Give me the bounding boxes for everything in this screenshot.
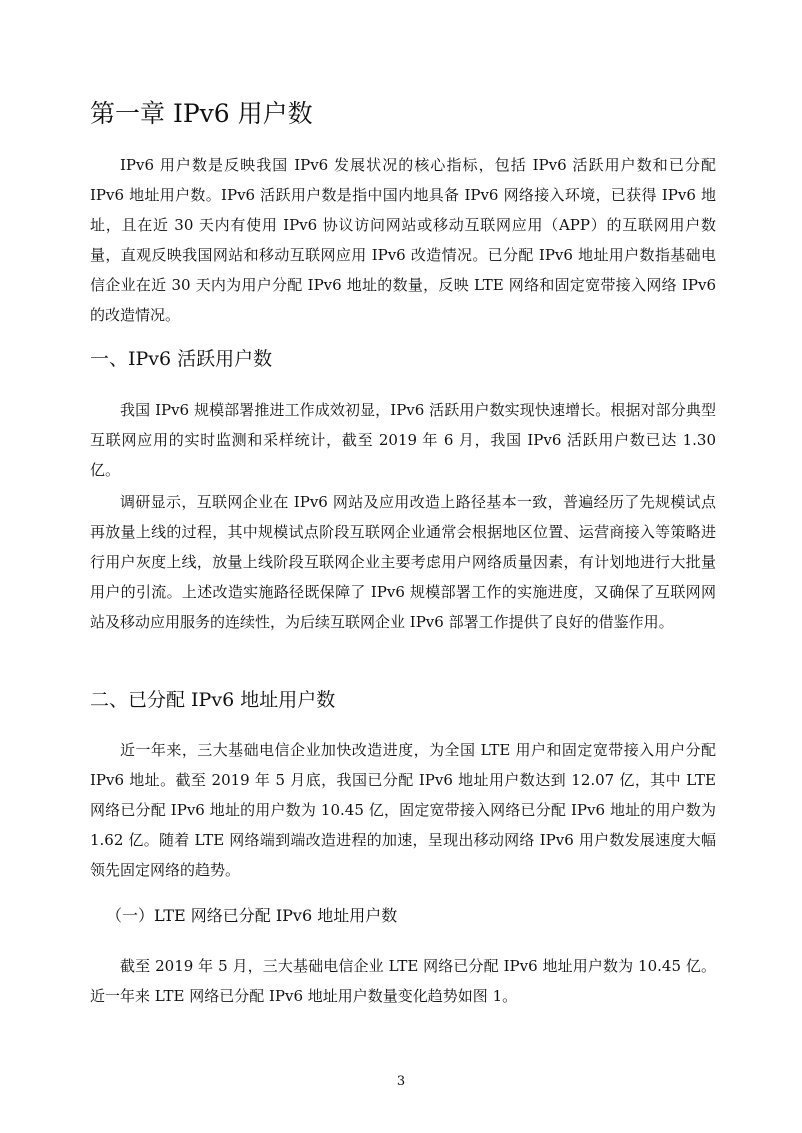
active-users-paragraph-2: 调研显示，互联网企业在 IPv6 网站及应用改造上路径基本一致，普遍经历了先规模试点再放量上线的过程，其中规模试点阶段互联网企业通常会根据地区位置、运营商接入等策略进行用户灰度上线，放量上线阶段互联网企业主要考虑用户网络质量因素，有计划地进行大批量用户的引流。上述改造实施路径既保障了 IPv6 规模部署工作的实施进度，又确保了互联网网站及移动应用服务的连续性，为后续互联网企业 IPv6 部署工作提供了良好的借鉴作用。 bbox=[90, 493, 716, 631]
page-number: 3 bbox=[396, 1074, 406, 1089]
intro-paragraph: IPv6 用户数是反映我国 IPv6 发展状况的核心指标，包括 IPv6 活跃用户数和已分配 IPv6 地址用户数。IPv6 活跃用户数是指中国内地具备 IPv6 网络接入环境，已获得 IPv6 地址，且在近 30 天内有使用 IPv6 协议访问网站或移动互联网应用（APP）的互联网用户数量，直观反映我国网站和移动互联网应用 IPv6 改造情况。已分配 IPv6 地址用户数指基础电信企业在近 30 天内为用户分配 IPv6 地址的数量，反映 LTE 网络和固定宽带接入网络 IPv6 的改造情况。 bbox=[90, 156, 716, 324]
lte-paragraph: 截至 2019 年 5 月，三大基础电信企业 LTE 网络已分配 IPv6 地址用户数为 10.45 亿。近一年来 LTE 网络已分配 IPv6 地址用户数量变化趋势如图 1。 bbox=[90, 957, 716, 1005]
subsection-heading-lte: （一）LTE 网络已分配 IPv6 地址用户数 bbox=[106, 906, 398, 925]
section-heading-allocated-users: 二、已分配 IPv6 地址用户数 bbox=[90, 689, 336, 711]
active-users-paragraph-1: 我国 IPv6 规模部署推进工作成效初显，IPv6 活跃用户数实现快速增长。根据对部分典型互联网应用的实时监测和采样统计，截至 2019 年 6 月，我国 IPv6 活跃用户数已达 1.30 亿。 bbox=[90, 401, 716, 479]
chapter-title: 第一章 IPv6 用户数 bbox=[90, 99, 313, 128]
allocated-users-paragraph: 近一年来，三大基础电信企业加快改造进度，为全国 LTE 用户和固定宽带接入用户分配 IPv6 地址。截至 2019 年 5 月底，我国已分配 IPv6 地址用户数达到 12.07 亿，其中 LTE 网络已分配 IPv6 地址的用户数为 10.45 亿，固定宽带接入网络已分配 IPv6 地址的用户数为 1.62 亿。随着 LTE 网络端到端改造进程的加速，呈现出移动网络 IPv6 用户数发展速度大幅领先固定网络的趋势。 bbox=[90, 741, 716, 879]
section-heading-active-users: 一、IPv6 活跃用户数 bbox=[90, 348, 273, 370]
